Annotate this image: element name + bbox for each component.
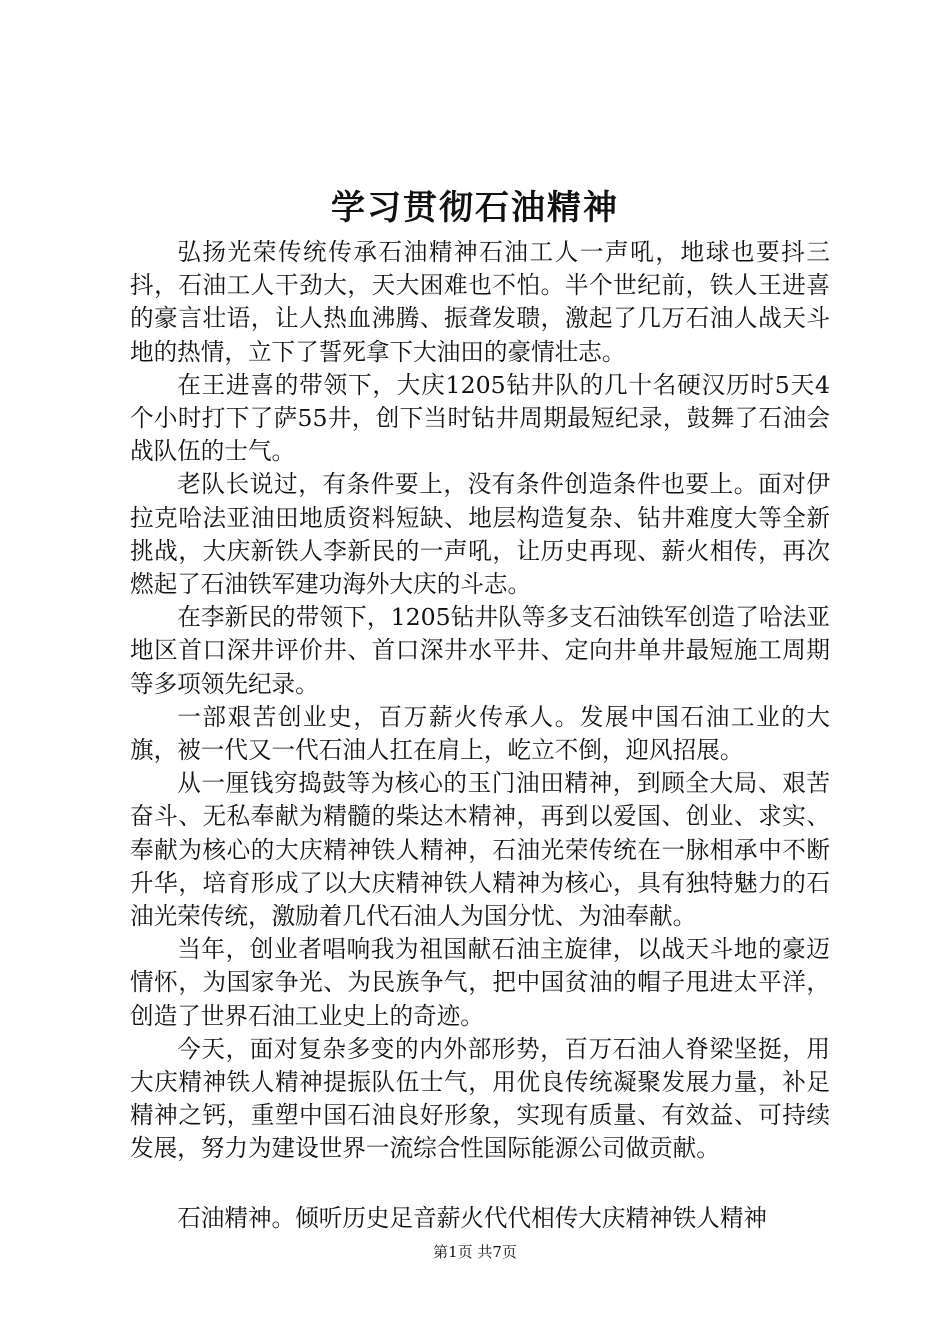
paragraph: 今天，面对复杂多变的内外部形势，百万石油人脊梁坚挺，用大庆精神铁人精神提振队伍士气，用优良传统凝聚发展力量，补足精神之钙，重塑中国石油良好形象，实现有质量、有效益、可持续发展，努力为建设世界一流综合性国际能源公司做贡献。 xyxy=(130,1034,830,1163)
paragraph: 石油精神。倾听历史足音薪火代代相传大庆精神铁人精神 xyxy=(177,1203,768,1232)
paragraph: 在王进喜的带领下，大庆1205钻井队的几十名硬汉历时5天4个小时打下了萨55井，创下当时钻井周期最短纪录，鼓舞了石油会战队伍的士气。 xyxy=(130,370,830,466)
paragraph: 弘扬光荣传统传承石油精神石油工人一声吼，地球也要抖三抖，石油工人干劲大，天大困难也不怕。半个世纪前，铁人王进喜的豪言壮语，让人热血沸腾、振聋发聩，激起了几万石油人战天斗地的热情，立下了誓死拿下大油田的豪情壮志。 xyxy=(130,238,830,366)
paragraph: 当年，创业者唱响我为祖国献石油主旋律，以战天斗地的豪迈情怀，为国家争光、为民族争气，把中国贫油的帽子甩进太平洋，创造了世界石油工业史上的奇迹。 xyxy=(130,935,830,1030)
page-number-footer: 第1页 共7页 xyxy=(433,1243,517,1261)
document-body xyxy=(130,236,830,1235)
paragraph: 在李新民的带领下，1205钻井队等多支石油铁军创造了哈法亚地区首口深井评价井、首口深井水平井、定向井单井最短施工周期等多项领先纪录。 xyxy=(130,603,830,698)
paragraph: 老队长说过，有条件要上，没有条件创造条件也要上。面对伊拉克哈法亚油田地质资料短缺、地层构造复杂、钻井难度大等全新挑战，大庆新铁人李新民的一声吼，让历史再现、薪火相传，再次燃起了石油铁军建功海外大庆的斗志。 xyxy=(130,470,830,599)
paragraph: 一部艰苦创业史，百万薪火传承人。发展中国石油工业的大旗，被一代又一代石油人扛在肩上，屹立不倒，迎风招展。 xyxy=(130,702,830,765)
paragraph: 从一厘钱穷捣鼓等为核心的玉门油田精神，到顾全大局、艰苦奋斗、无私奉献为精髓的柴达木精神，再到以爱国、创业、求实、奉献为核心的大庆精神铁人精神，石油光荣传统在一脉相承中不断升华，培育形成了以大庆精神铁人精神为核心，具有独特魅力的石油光荣传统，激励着几代石油人为国分忧、为油奉献。 xyxy=(130,769,830,931)
document-title: 学习贯彻石油精神 xyxy=(331,188,619,228)
